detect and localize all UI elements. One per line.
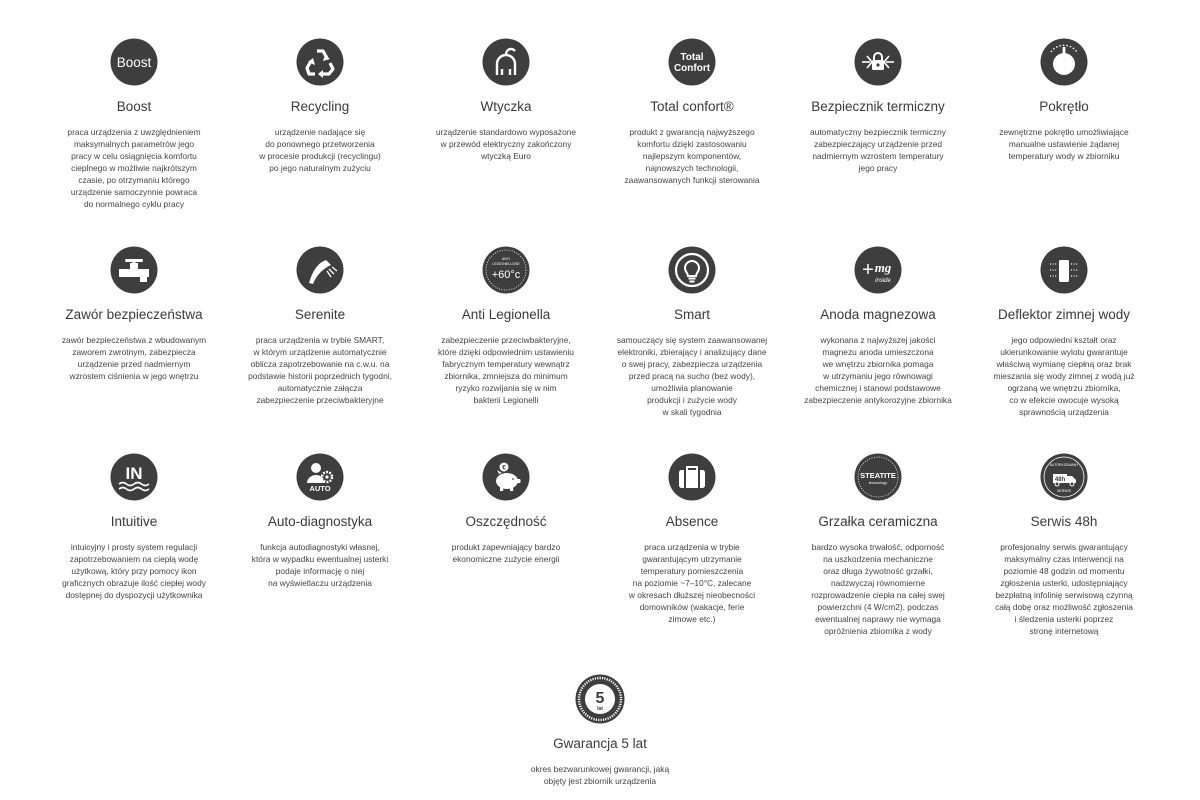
feature-title: Anoda magnezowa <box>820 307 936 322</box>
recycling-icon <box>296 38 344 86</box>
steatite-label: STEATITE <box>860 471 896 480</box>
anti-legionella-temp: +60°c <box>491 269 521 281</box>
feature-description: jego odpowiedni kształt oraz ukierunkowanie wylotu gwarantuje właściwą wymianę ciepłną oraz brak mieszania się wody zimnej z wodą już ogrzaną we wnętrzu zbiornika, co w efekcie owocuje wysoką sprawnością urządzenia <box>993 335 1135 417</box>
piggy-bank-icon <box>482 453 530 501</box>
feature-description: wykonana z najwyższej jakości magnezu anoda umieszczona we wnętrzu zbiornika pomaga w utrzymaniu jego równowagi chemicznej i stanowi podstawowe zabezpieczenie antykorozyjne zbiornika <box>804 335 952 405</box>
feature-description: intuicyjny i prosty system regulacji zapotrzebowaniem na ciepłą wodę użytkową, który przy pomocy ikon graficznych obrazuje ilość ciepłej wody dostępnej do dyspozycji użytkownika <box>62 542 206 600</box>
feature-title: Intuitive <box>110 514 158 529</box>
feature-anoda-magnezowa <box>785 246 971 453</box>
feature-description: bardzo wysoka trwałość, odporność na uszkodzenia mechaniczne oraz długa żywotność grzałki, nadzwyczaj równomierne rozprowadzenie ciepła na całej swej powierzchni (4 W/cm2), podczas ewentualnej naprawy nie wymaga opróżnienia zbiornika z wody <box>811 542 945 636</box>
total-confort-line1: Total <box>680 52 704 63</box>
euro-label: € <box>502 464 506 472</box>
feature-description: zawór bezpieczeństwa z wbudowanym zaworem zwrotnym, zabezpiecza urządzenie przed nadmiernym wzrostem ciśnienia w jego wnętrzu <box>61 335 207 381</box>
anode-plus: + <box>862 259 874 281</box>
knob-icon <box>1040 38 1088 86</box>
feature-title: Serwis 48h <box>1030 514 1098 529</box>
feature-description: praca urządzenia z uwzględnieniem maksymalnych parametrów jego pracy w celu osiągnięcia komfortu cieplnego w możliwie najkrótszym czasie, po otrzymaniu którego urządzenie samoczynnie powraca do normalnego cyklu pracy <box>67 127 201 209</box>
feature-serenite <box>227 246 413 453</box>
feature-description: zabezpieczenie przeciwbakteryjne, które dzięki odpowiednim ustawieniu fabrycznym temperatury wewnątrz zbiornika, zmniejsza do minimum ryzyko rozwijania się w nim bakterii Legionelli <box>438 335 574 405</box>
feature-description: praca urządzenia w trybie gwarantującym utrzymanie temperatury pomieszczenia na poziomie ~7–10°C, zalecane w okresach dłuższej nieobecności domowników (wakacje, ferie zimowe etc.) <box>628 542 756 624</box>
service-48h-label: 48h <box>1054 477 1066 483</box>
feature-title: Recycling <box>290 99 350 114</box>
feature-description: produkt z gwarancją najwyższego komfortu dzięki zastosowaniu najlepszym komponentów, najnowszych technologii, zaawansowanych funkcji sterowania <box>624 127 760 185</box>
feature-anti-legionella <box>413 246 599 453</box>
auto-label: AUTO <box>309 484 331 493</box>
feature-absence <box>599 453 785 637</box>
thermal-fuse-icon <box>854 38 902 86</box>
features-row-1 <box>41 38 1159 246</box>
feature-boost <box>41 38 227 246</box>
anti-legionella-small-1: ANTI <box>501 257 511 261</box>
anode-mg: mg <box>874 260 892 275</box>
total-confort-line2: Confort <box>673 63 711 74</box>
auto-diagnostics-icon <box>296 453 344 501</box>
smart-bulb-icon <box>668 246 716 294</box>
feature-deflektor-zimnej-wody <box>971 246 1157 453</box>
feature-pokretlo <box>971 38 1157 246</box>
feature-title: Grzałka ceramiczna <box>818 514 938 529</box>
feature-oszczednosc <box>413 453 599 637</box>
feature-wtyczka <box>413 38 599 246</box>
features-row-2 <box>41 246 1159 453</box>
feature-auto-diagnostyka <box>227 453 413 637</box>
feature-serwis-48h <box>971 453 1157 637</box>
suitcase-icon <box>668 453 716 501</box>
deflector-icon <box>1040 246 1088 294</box>
feature-title: Total confort® <box>650 99 734 114</box>
feature-description: okres bezwarunkowej gwarancji, jaką objęty jest zbiornik urządzenia <box>530 764 670 786</box>
anode-inside: inside <box>875 278 891 284</box>
boost-icon <box>110 38 158 86</box>
feature-description: profesjonalny serwis gwarantujący maksymalny czas interwencji na poziomie 48 godzin od momentu zgłoszenia usterki, udostępniający bezpłatną infolinię serwisową czynną całą dobę oraz możliwość zgłoszenia i śledzenia usterki poprzez stronę internetową <box>995 542 1133 636</box>
feature-title: Zawór bezpieczeństwa <box>65 307 203 322</box>
feature-total-confort <box>599 38 785 246</box>
feature-zawor-bezpieczenstwa <box>41 246 227 453</box>
feature-title: Absence <box>665 514 719 529</box>
feature-description: produkt zapewniający bardzo ekonomiczne zużycie energii <box>451 542 561 564</box>
feature-grzalka-ceramiczna <box>785 453 971 637</box>
anti-legionella-icon <box>482 246 530 294</box>
feature-description: samouczący się system zaawansowanej elektroniki, zbierający i analizujący dane o swej pracy, zabezpiecza urządzenia przed pracą na sucho (bez wody), umożliwia planowanie produkcji i zużycie wody w skali tygodnia <box>616 335 768 417</box>
feature-gwarancja-5-lat <box>507 674 693 787</box>
feature-bezpiecznik-termiczny <box>785 38 971 246</box>
feature-recycling <box>227 38 413 246</box>
total-confort-icon <box>668 38 716 86</box>
feature-description: urządzenie standardowo wyposażone w przewód elektryczny zakończony wtyczką Euro <box>435 127 577 161</box>
feature-title: Pokrętło <box>1039 99 1089 114</box>
anti-legionella-small-2: LEGIONELLOSE <box>492 262 520 266</box>
steatite-technology-label: technology <box>868 481 888 485</box>
boost-icon-label: Boost <box>116 55 152 70</box>
feature-smart <box>599 246 785 453</box>
feature-title: Gwarancja 5 lat <box>553 736 647 751</box>
feature-description: urządzenie nadające się do ponownego przetworzenia w procesie produkcji (recyclingu) po jego naturalnym zużyciu <box>259 127 381 173</box>
feature-title: Wtyczka <box>480 99 532 114</box>
intuitive-icon <box>110 453 158 501</box>
feature-title: Anti Legionella <box>461 307 551 322</box>
service-serwis-label: SERWIS <box>1056 489 1072 493</box>
feature-title: Oszczędność <box>465 514 547 529</box>
feature-description: automatyczny bezpiecznik termiczny zabezpieczający urządzenie przed nadmiernym wzrostem temperatury jego pracy <box>810 127 946 173</box>
shower-icon <box>296 246 344 294</box>
feature-title: Smart <box>673 307 710 322</box>
valve-icon <box>110 246 158 294</box>
service-authorized-label: AUTORYZOWANY <box>1049 463 1079 467</box>
magnesium-anode-icon <box>854 246 902 294</box>
feature-title: Bezpiecznik termiczny <box>811 99 945 114</box>
service-48h-icon <box>1040 453 1088 501</box>
feature-title: Auto-diagnostyka <box>267 514 373 529</box>
plug-icon <box>482 38 530 86</box>
feature-description: praca urządzenia w trybie SMART, w którym urządzenie automatycznie oblicza zapotrzebowanie na c.w.u. na podstawie historii poprzednich tygodni, automatycznie załącza zabezpieczenie przeciwbakteryjne <box>248 335 392 405</box>
feature-title: Deflektor zimnej wody <box>997 307 1131 322</box>
features-row-3 <box>41 453 1159 637</box>
feature-description: funkcja autodiagnostyki własnej, która w wypadku ewentualnej usterki podaje informację o niej na wyświetlaczu urządzenia <box>251 542 389 588</box>
steatite-icon <box>854 453 902 501</box>
feature-title: Boost <box>116 99 152 114</box>
intuitive-in-label: IN <box>125 464 143 483</box>
warranty-five-label: 5 <box>595 690 605 707</box>
feature-description: zewnętrzne pokrętło umożliwiające manualne ustawienie żądanej temperatury wody w zbiorniku <box>999 127 1129 161</box>
feature-intuitive <box>41 453 227 637</box>
warranty-lat-label: lat <box>597 706 603 712</box>
warranty-5-years-icon <box>575 674 625 724</box>
feature-title: Serenite <box>294 307 346 322</box>
